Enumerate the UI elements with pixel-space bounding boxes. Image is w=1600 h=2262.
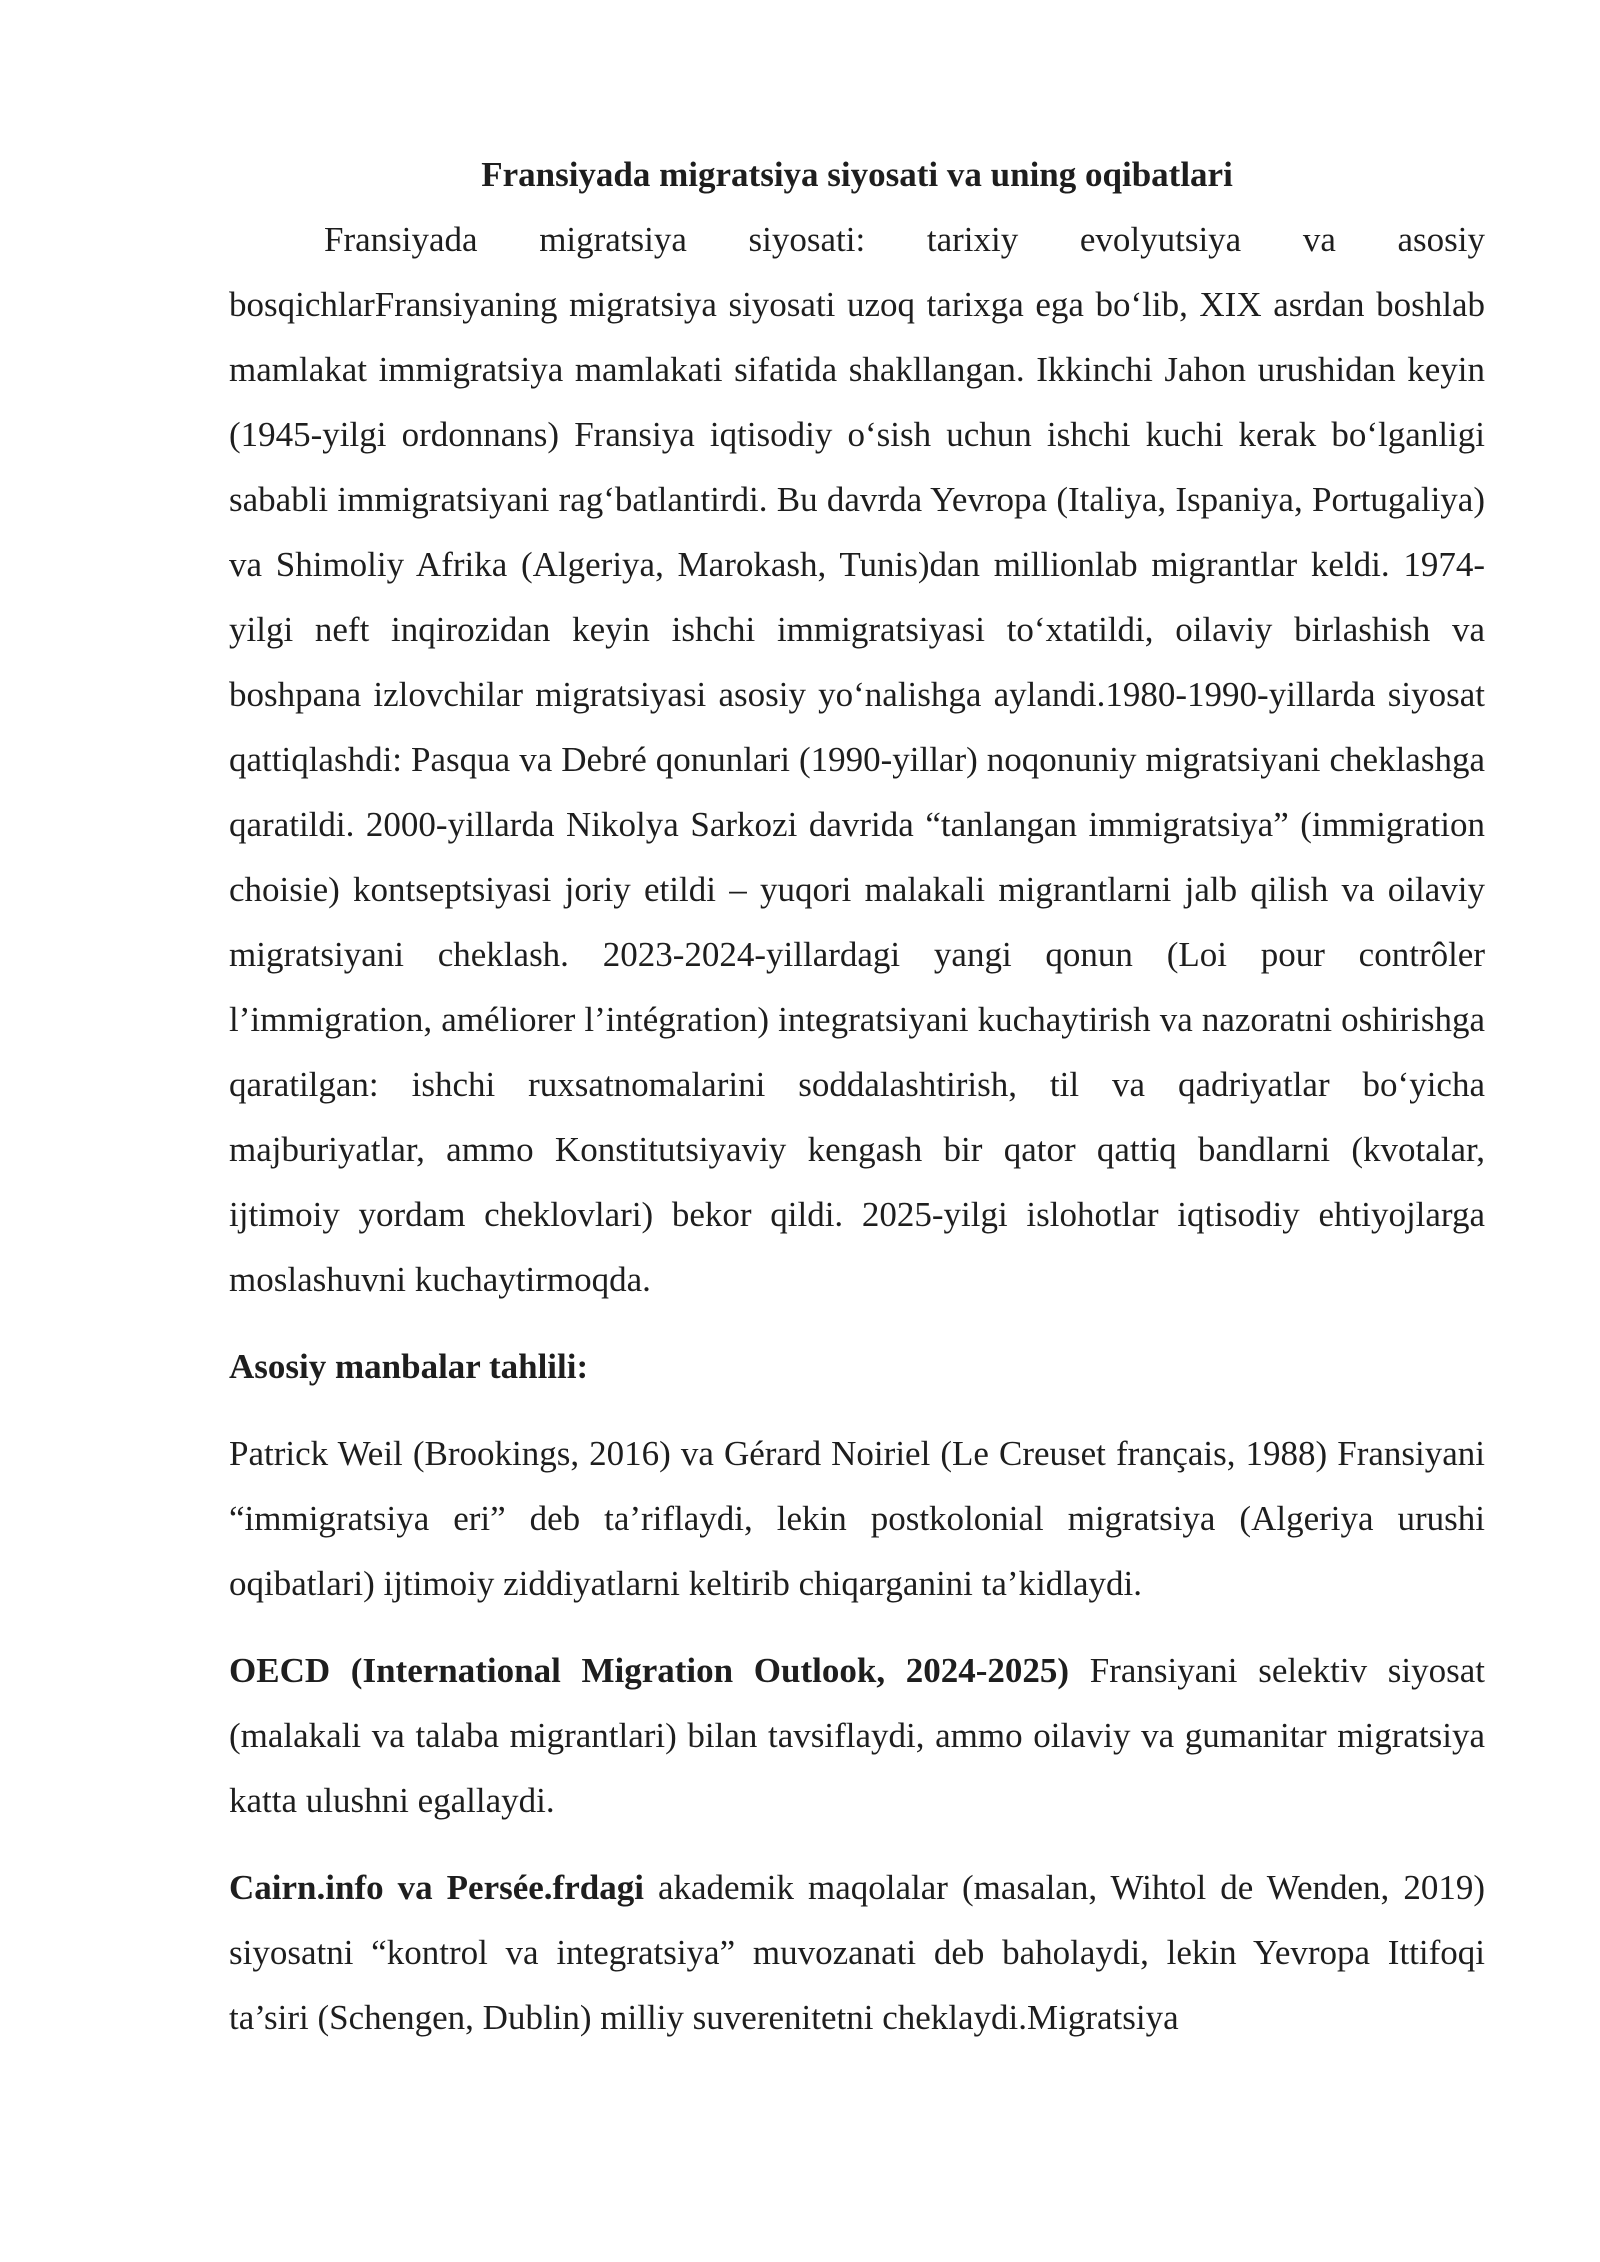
paragraph-history: Fransiyada migratsiya siyosati: tarixiy evolyutsiya va asosiy bosqichlarFransiyaning migratsiya siyosati uzoq tarixga ega bo‘lib, XIX asrdan boshlab mamlakat immigratsiya mamlakati sifatida shakllangan. Ikkinchi Jahon urushidan keyin (1945-yilgi ordonnans) Fransiya iqtisodiy o‘sish uchun ishchi kuchi kerak bo‘lganligi sababli immigratsiyani rag‘batlantirdi. Bu davrda Yevropa (Italiya, Ispaniya, Portugaliya) va Shimoliy Afrika (Algeriya, Marokash, Tunis)dan millionlab migrantlar keldi. 1974-yilgi neft inqirozidan keyin ishchi immigratsiyasi to‘xtatildi, oilaviy birlashish va boshpana izlovchilar migratsiyasi asosiy yo‘nalishga aylandi.1980-1990-yillarda siyosat qattiqlashdi: Pasqua va Debré qonunlari (1990-yillar) noqonuniy migratsiyani cheklashga qaratildi. 2000-yillarda Nikolya Sarkozi davrida “tanlangan immigratsiya” (immigration choisie) kontseptsiyasi joriy etildi – yuqori malakali migrantlarni jalb qilish va oilaviy migratsiyani cheklash. 2023-2024-yillardagi yangi qonun (Loi pour contrôler l’immigration, améliorer l’intégration) integratsiyani kuchaytirish va nazoratni oshirishga qaratilgan: ishchi ruxsatnomalarini soddalashtirish, til va qadriyatlar bo‘yicha majburiyatlar, ammo Konstitutsiyaviy kengash bir qator qattiq bandlarni (kvotalar, ijtimoiy yordam cheklovlari) bekor qildi. 2025-yilgi islohotlar iqtisodiy ehtiyojlarga moslashuvni kuchaytirmoqda.	[229, 220, 1485, 1299]
section-heading: Asosiy manbalar tahlili:	[229, 1347, 589, 1386]
document-title: Fransiyada migratsiya siyosati va uning oqibatlari	[481, 155, 1233, 194]
paragraph-weil-noiriel: Patrick Weil (Brookings, 2016) va Gérard Noiriel (Le Creuset français, 1988) Fransiyani “immigratsiya eri” deb ta’riflaydi, lekin postkolonial migratsiya (Algeriya urushi oqibatlari) ijtimoiy ziddiyatlarni keltirib chiqarganini ta’kidlaydi.	[229, 1434, 1485, 1603]
paragraph-cairn-text: akademik maqolalar (masalan, Wihtol de Wenden, 2019) siyosatni “kontrol va integratsiya” muvozanati deb baholaydi, lekin Yevropa Ittifoqi ta’siri (Schengen, Dublin) milliy suverenitetni cheklaydi.Migratsiya	[229, 1868, 1485, 2037]
paragraph-oecd	[229, 1638, 1485, 1833]
document-page	[229, 150, 1485, 2050]
paragraph-oecd-bold: OECD (International Migration Outlook, 2024-2025)	[229, 1651, 1070, 1690]
paragraph-cairn-bold: Cairn.info va Persée.frdagi	[229, 1868, 644, 1907]
paragraph-cairn	[229, 1855, 1485, 2050]
paragraph-oecd-text: Fransiyani selektiv siyosat (malakali va talaba migrantlari) bilan tavsiflaydi, ammo oilaviy va gumanitar migratsiya katta ulushni egallaydi.	[229, 1651, 1485, 1820]
